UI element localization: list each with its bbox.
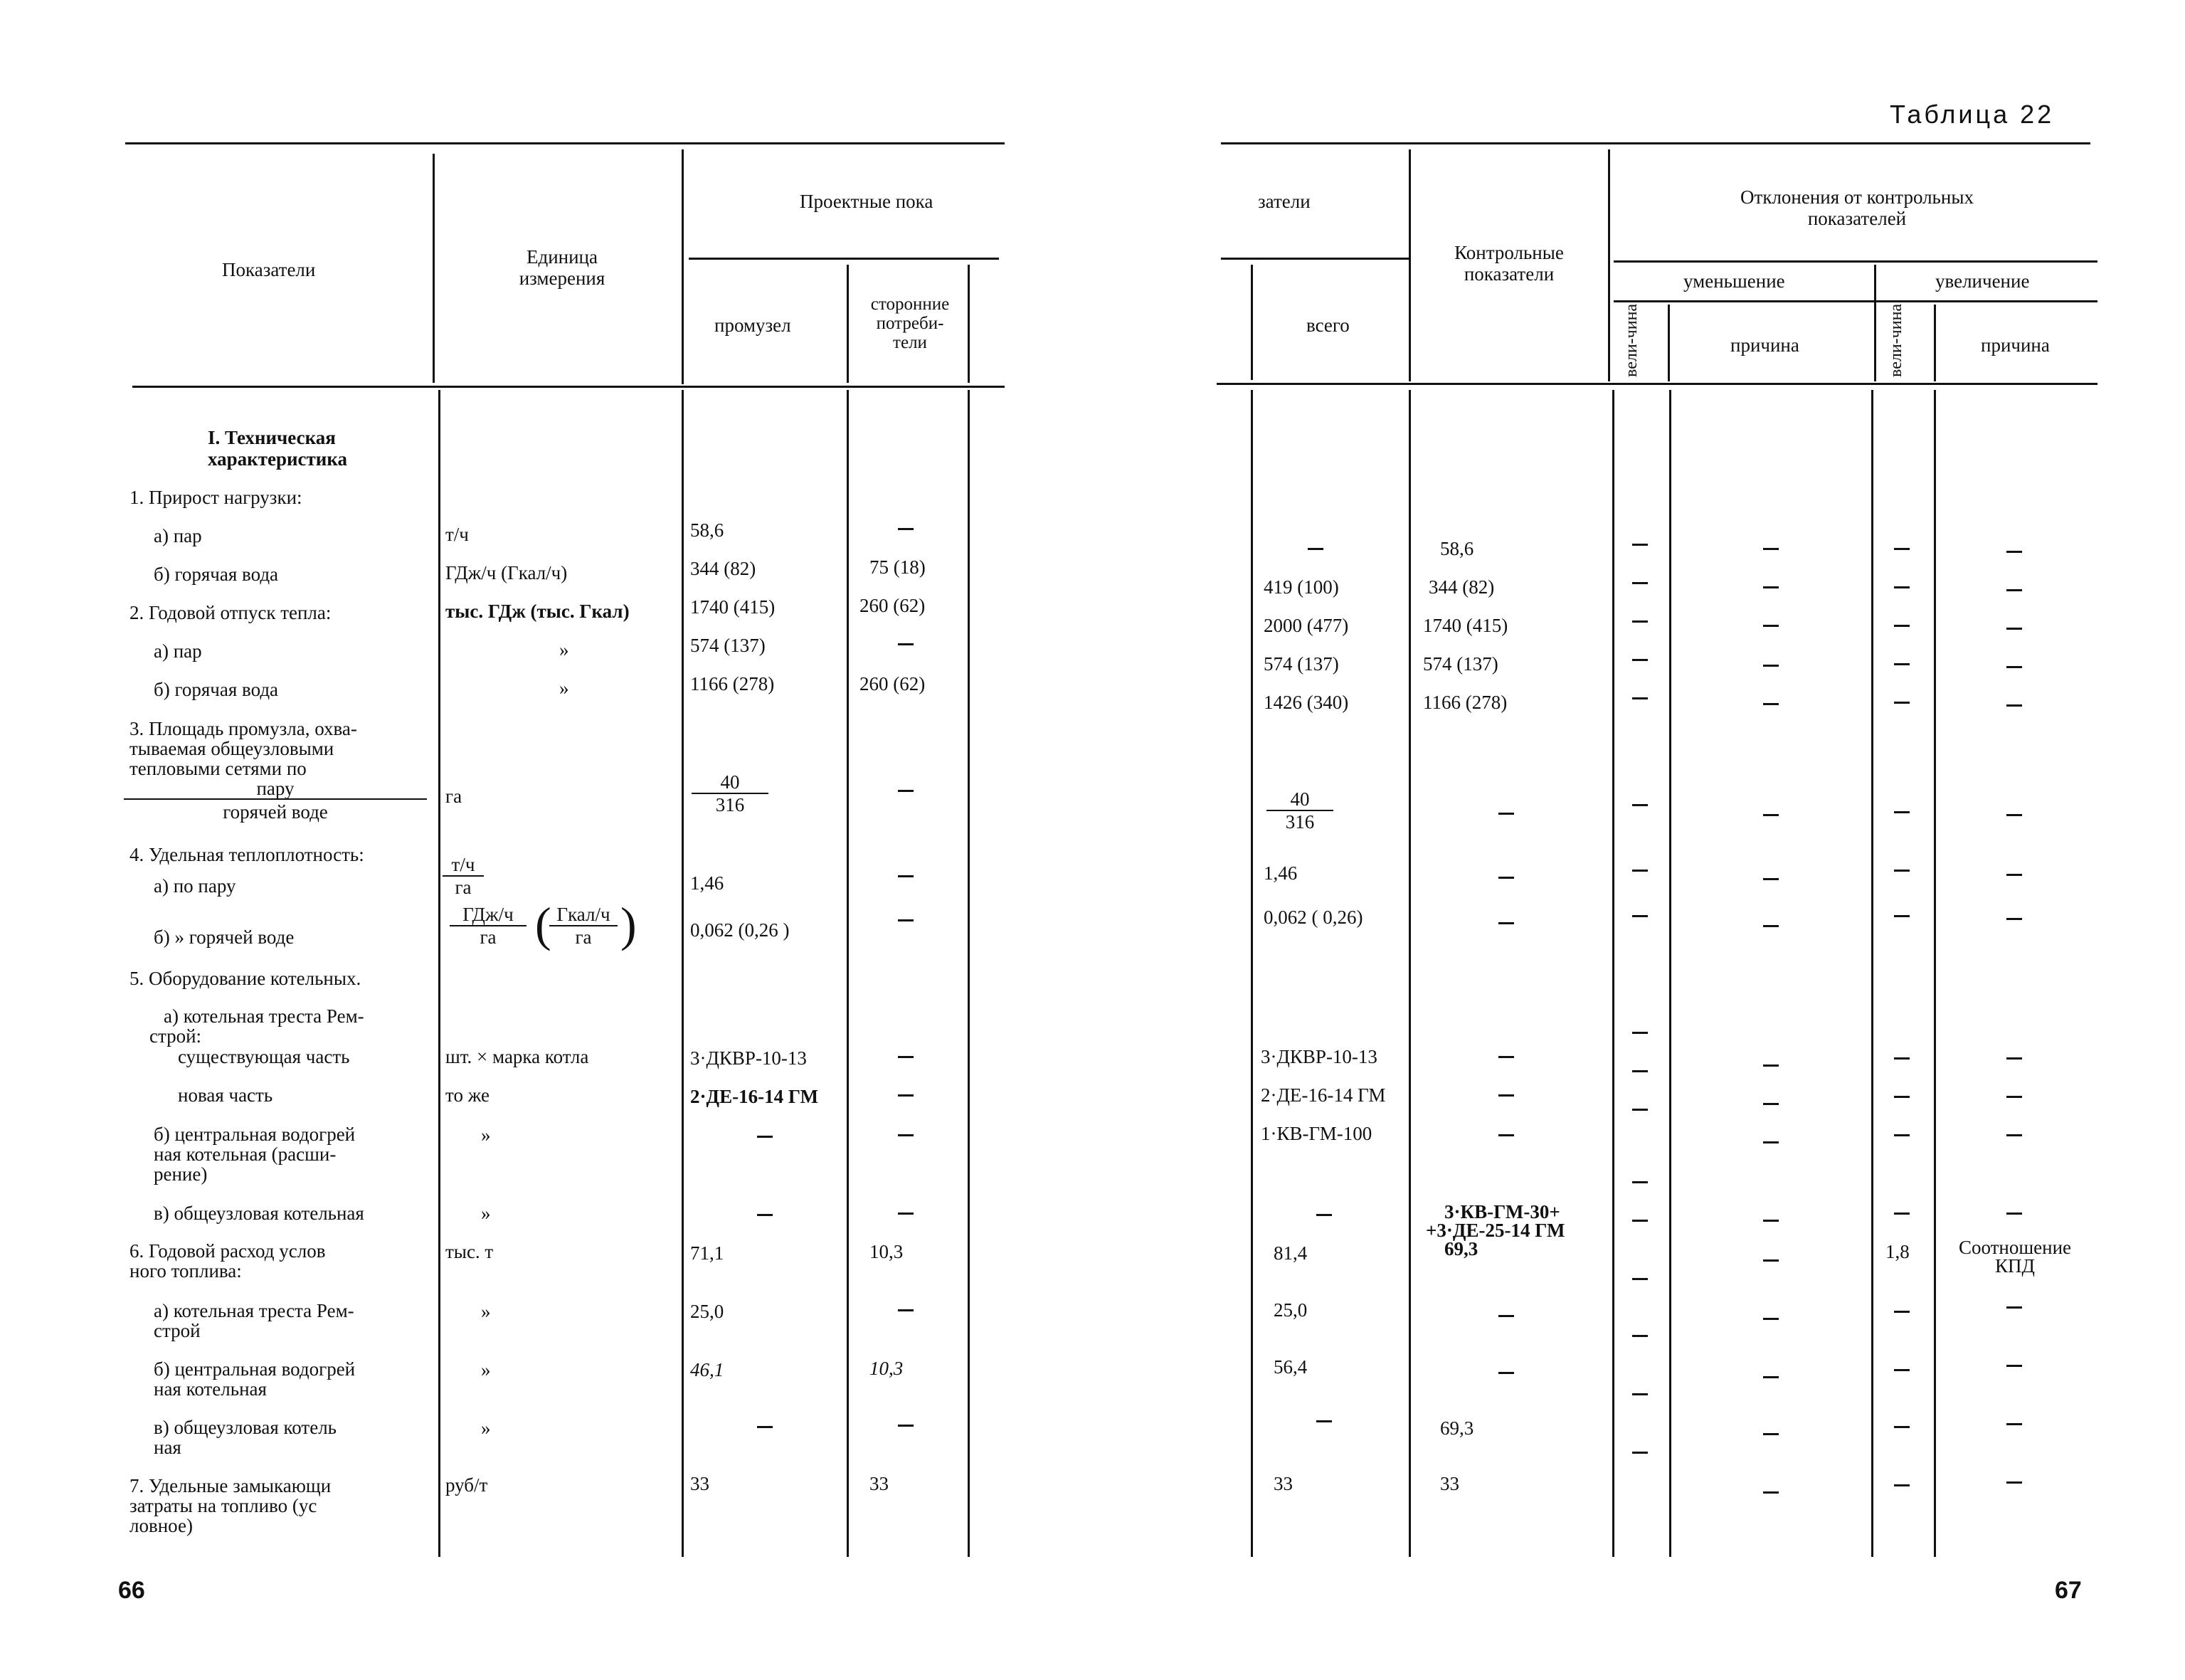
cell-promuzel: 58,6: [690, 519, 724, 541]
rule: [1669, 390, 1671, 1557]
header-reason-dec: причина: [1730, 334, 1799, 356]
unit-cell: т/ч: [445, 524, 469, 545]
cell-outside: 10,3: [869, 1358, 904, 1379]
row-label: а) пар: [154, 525, 202, 546]
cell-dash: [1632, 697, 1648, 699]
page-number-right: 67: [2055, 1577, 2082, 1604]
cell-dash: [1894, 663, 1910, 665]
row-label: б) центральная водогрей ная котельная (расши- рение): [154, 1124, 356, 1185]
cell-dash: [898, 528, 914, 530]
cell-dash: [1894, 1096, 1910, 1098]
cell-total: 56,4: [1274, 1356, 1308, 1378]
cell-total: 0,062 ( 0,26): [1264, 907, 1363, 928]
cell-dash: [1763, 1259, 1779, 1262]
cell-promuzel: 574 (137): [690, 635, 766, 656]
cell-dash: [1763, 703, 1779, 705]
cell-dash: [1632, 1109, 1648, 1111]
rule: [1612, 390, 1614, 1557]
cell-dash: [2006, 918, 2022, 920]
cell-dash: [2006, 589, 2022, 591]
cell-dash: [1763, 1491, 1779, 1494]
cell-dash: [898, 1425, 914, 1427]
cell-dash: [757, 1214, 773, 1216]
unit-ditto: »: [481, 1203, 491, 1224]
unit-cell: то же: [445, 1084, 490, 1106]
rule: [1221, 142, 2090, 144]
cell-total: 33: [1274, 1473, 1293, 1494]
unit-cell: шт. × марка котла: [445, 1046, 589, 1067]
row-label: б) горячая вода: [154, 679, 279, 700]
header-increase: увеличение: [1935, 270, 2030, 292]
cell-dash: [1763, 1318, 1779, 1320]
cell-total: 25,0: [1274, 1299, 1308, 1321]
row-label: 6. Годовой расход услов ного топлива:: [129, 1240, 326, 1282]
cell-dash: [1498, 1134, 1514, 1136]
cell-dash: [1763, 548, 1779, 550]
cell-promuzel: 1166 (278): [690, 673, 775, 694]
header-control: Контрольные показатели: [1454, 242, 1564, 285]
cell-dash: [898, 875, 914, 877]
cell-dash: [1763, 878, 1779, 880]
cell-dash: [1763, 1141, 1779, 1143]
cell-dash: [1498, 1372, 1514, 1374]
cell-dash: [2006, 1134, 2022, 1136]
cell-outside: 260 (62): [859, 673, 926, 694]
header-outside: сторонние потреби- тели: [870, 295, 950, 352]
header-reason-inc: причина: [1981, 334, 2050, 356]
cell-dash: [898, 643, 914, 645]
cell-promuzel: 25,0: [690, 1301, 724, 1322]
unit-fraction: Гкал/ч га: [549, 904, 618, 948]
unit-cell: тыс. т: [445, 1241, 494, 1262]
header-value-dec: вели-чина: [1622, 303, 1641, 377]
rule: [125, 142, 1005, 144]
cell-dash: [1763, 1433, 1779, 1435]
cell-dash: [2006, 1365, 2022, 1367]
cell-dash: [2006, 814, 2022, 816]
cell-dash: [1632, 544, 1648, 546]
cell-total: 1426 (340): [1264, 692, 1349, 713]
row-label: б) горячая вода: [154, 564, 279, 585]
row-label: а) котельная треста Рем- строй:: [149, 1005, 364, 1047]
cell-total: 2000 (477): [1264, 615, 1349, 636]
cell-dash: [1498, 877, 1514, 879]
row-label: 4. Удельная теплоплотность:: [129, 844, 364, 865]
cell-outside: 75 (18): [869, 556, 926, 578]
cell-dash: [1763, 814, 1779, 816]
cell-dash: [1894, 870, 1910, 872]
row-label: 3. Площадь промузла, охва- тываемая общеузловыми тепловыми сетями по: [129, 718, 357, 779]
cell-outside: 260 (62): [859, 595, 926, 616]
rule: [1409, 149, 1411, 381]
cell-dash: [1632, 1335, 1648, 1337]
cell-promuzel: 46,1: [690, 1359, 724, 1380]
cell-dash: [1632, 1393, 1648, 1395]
cell-dash: [2006, 874, 2022, 876]
header-deviation: Отклонения от контрольных показателей: [1740, 186, 1974, 229]
section-title: I. Техническая характеристика: [208, 427, 347, 470]
cell-dash: [1894, 1369, 1910, 1371]
rule: [1221, 258, 1409, 260]
header-indicators: Показатели: [222, 259, 316, 280]
cell-control: 33: [1440, 1473, 1459, 1494]
cell-dash: [1632, 1070, 1648, 1072]
cell-control: 3·КВ-ГМ-30+ +3·ДЕ-25-14 ГМ 69,3: [1426, 1201, 1565, 1259]
rule: [1217, 383, 2097, 385]
cell-total: 3·ДКВР-10-13: [1261, 1046, 1377, 1067]
cell-dash: [898, 1056, 914, 1058]
unit-cell: га: [445, 786, 462, 807]
cell-promuzel-fraction: 40 316: [692, 771, 768, 815]
unit-cell: тыс. ГДж (тыс. Гкал): [445, 601, 630, 622]
rule: [1608, 149, 1610, 381]
row-label: 2. Годовой отпуск тепла:: [129, 602, 332, 623]
row-label: а) по пару: [154, 875, 236, 897]
cell-dash: [1632, 1278, 1648, 1280]
cell-dash: [898, 1134, 914, 1136]
unit-fraction: ГДж/ч га: [450, 904, 527, 948]
cell-dash: [2006, 1096, 2022, 1098]
cell-dash: [1763, 1376, 1779, 1378]
cell-control: 344 (82): [1429, 576, 1495, 598]
cell-dash: [2006, 551, 2022, 553]
row-fraction-den: горячей воде: [223, 801, 328, 823]
cell-control: 58,6: [1440, 538, 1474, 559]
cell-dash: [1763, 625, 1779, 627]
cell-dash: [1763, 1064, 1779, 1067]
cell-promuzel: 0,062 (0,26 ): [690, 919, 790, 941]
rule: [433, 154, 435, 383]
cell-dash: [1894, 625, 1910, 627]
header-project-left: Проектные пока: [800, 191, 933, 212]
cell-dash: [1894, 811, 1910, 813]
cell-dash: [1632, 804, 1648, 806]
cell-dash: [1894, 1484, 1910, 1486]
cell-total-fraction: 40 316: [1266, 788, 1333, 833]
unit-ditto: »: [481, 1124, 491, 1146]
cell-dash: [1498, 1315, 1514, 1317]
cell-dash: [1498, 813, 1514, 815]
cell-dash: [898, 1309, 914, 1311]
row-label: 7. Удельные замыкающи затраты на топливо (ус ловное): [129, 1475, 332, 1536]
rule: [1251, 265, 1253, 380]
row-label: б) центральная водогрей ная котельная: [154, 1358, 356, 1400]
cell-total: 81,4: [1274, 1242, 1308, 1264]
cell-dash: [1632, 1181, 1648, 1183]
rule: [1614, 300, 1878, 302]
row-label: в) общеузловая котель ная: [154, 1417, 337, 1458]
cell-dash: [1498, 1056, 1514, 1058]
cell-dash: [1632, 582, 1648, 584]
cell-outside: 33: [869, 1473, 889, 1494]
rule: [968, 390, 970, 1557]
row-label: а) пар: [154, 640, 202, 662]
cell-control: 1166 (278): [1423, 692, 1508, 713]
cell-total: 1,46: [1264, 862, 1298, 884]
row-label: а) котельная треста Рем- строй: [154, 1300, 354, 1341]
cell-dash: [1763, 1220, 1779, 1222]
row-label: 5. Оборудование котельных.: [129, 968, 361, 989]
cell-dash: [898, 1094, 914, 1097]
unit-fraction: т/ч га: [443, 854, 484, 898]
rule: [682, 390, 684, 1557]
table-title: Таблица 22: [1890, 100, 2055, 129]
unit-ditto: »: [559, 677, 569, 699]
cell-dash: [2006, 628, 2022, 630]
cell-dash: [1632, 620, 1648, 623]
unit-ditto: »: [481, 1417, 491, 1439]
cell-dash: [1763, 925, 1779, 927]
header-promuzel: промузел: [714, 315, 791, 336]
cell-dash: [1632, 1220, 1648, 1222]
cell-dash: [1498, 1094, 1514, 1097]
rule: [1614, 260, 2097, 263]
unit-ditto: »: [481, 1359, 491, 1380]
header-project-right: затели: [1258, 191, 1311, 212]
rule: [1934, 305, 1936, 381]
cell-dash: [2006, 1423, 2022, 1425]
row-label: новая часть: [178, 1084, 273, 1106]
unit-cell: руб/т: [445, 1474, 488, 1496]
row-label: 1. Прирост нагрузки:: [129, 487, 302, 508]
header-value-inc: вели-чина: [1887, 303, 1905, 377]
cell-dash: [1632, 1032, 1648, 1034]
cell-promuzel: 33: [690, 1473, 709, 1494]
cell-dash: [1316, 1420, 1332, 1422]
cell-control: 69,3: [1440, 1417, 1474, 1439]
cell-outside: 10,3: [869, 1241, 904, 1262]
cell-total: 1·КВ-ГМ-100: [1261, 1123, 1372, 1144]
cell-dash: [757, 1136, 773, 1138]
cell-dash: [1316, 1214, 1332, 1216]
cell-dash: [1894, 702, 1910, 704]
cell-dash: [1763, 586, 1779, 588]
cell-dash: [1894, 548, 1910, 550]
cell-dash: [1763, 1103, 1779, 1105]
cell-dash: [1498, 922, 1514, 924]
row-fraction-num: пару: [124, 778, 427, 800]
cell-increase-value: 1,8: [1885, 1241, 1910, 1262]
cell-control: 574 (137): [1423, 653, 1498, 675]
cell-dash: [1894, 1134, 1910, 1136]
rule: [682, 149, 684, 384]
row-label: в) общеузловая котельная: [154, 1203, 364, 1224]
cell-promuzel: 71,1: [690, 1242, 724, 1264]
rule: [1878, 300, 2097, 302]
cell-dash: [2006, 704, 2022, 707]
rule: [132, 386, 1005, 388]
unit-bracket: (: [535, 897, 551, 951]
cell-dash: [1632, 915, 1648, 917]
cell-control: 1740 (415): [1423, 615, 1508, 636]
unit-cell: ГДж/ч (Гкал/ч): [445, 562, 568, 583]
cell-dash: [898, 1213, 914, 1215]
unit-bracket: ): [620, 897, 637, 951]
cell-dash: [1894, 586, 1910, 588]
rule: [689, 258, 999, 260]
cell-dash: [898, 919, 914, 921]
cell-promuzel: 1,46: [690, 872, 724, 894]
cell-dash: [1894, 1426, 1910, 1428]
cell-dash: [1308, 548, 1323, 550]
header-total: всего: [1306, 315, 1350, 336]
cell-dash: [1763, 665, 1779, 667]
rule: [1251, 390, 1253, 1557]
rule: [1871, 390, 1873, 1557]
header-decrease: уменьшение: [1683, 270, 1785, 292]
cell-total: 2·ДЕ-16-14 ГМ: [1261, 1084, 1386, 1106]
cell-dash: [1632, 1452, 1648, 1454]
unit-ditto: »: [481, 1301, 491, 1322]
cell-dash: [1632, 870, 1648, 872]
row-label: б) » горячей воде: [154, 926, 295, 948]
cell-dash: [757, 1426, 773, 1428]
cell-dash: [1632, 659, 1648, 661]
cell-promuzel: 2·ДЕ-16-14 ГМ: [690, 1086, 819, 1107]
unit-ditto: »: [559, 639, 569, 660]
cell-dash: [2006, 1213, 2022, 1215]
cell-promuzel: 1740 (415): [690, 596, 776, 618]
cell-dash: [2006, 1057, 2022, 1060]
cell-total: 574 (137): [1264, 653, 1339, 675]
cell-total: 419 (100): [1264, 576, 1339, 598]
rule: [847, 390, 849, 1557]
header-unit: Единица измерения: [519, 246, 605, 289]
page-number-left: 66: [118, 1577, 145, 1604]
cell-dash: [898, 790, 914, 792]
rule: [438, 390, 440, 1557]
row-label: существующая часть: [178, 1046, 350, 1067]
rule: [1874, 265, 1876, 381]
cell-dash: [1894, 1057, 1910, 1060]
cell-dash: [1894, 1213, 1910, 1215]
cell-promuzel: 344 (82): [690, 558, 756, 579]
cell-dash: [1894, 1311, 1910, 1313]
cell-increase-reason: Соотношение КПД: [1958, 1237, 2072, 1277]
cell-dash: [2006, 666, 2022, 668]
rule: [847, 265, 849, 383]
rule: [1409, 390, 1411, 1557]
cell-dash: [2006, 1481, 2022, 1484]
rule: [1668, 305, 1670, 381]
cell-dash: [1894, 915, 1910, 917]
rule: [1934, 390, 1936, 1557]
cell-dash: [2006, 1306, 2022, 1309]
cell-promuzel: 3·ДКВР-10-13: [690, 1047, 807, 1069]
